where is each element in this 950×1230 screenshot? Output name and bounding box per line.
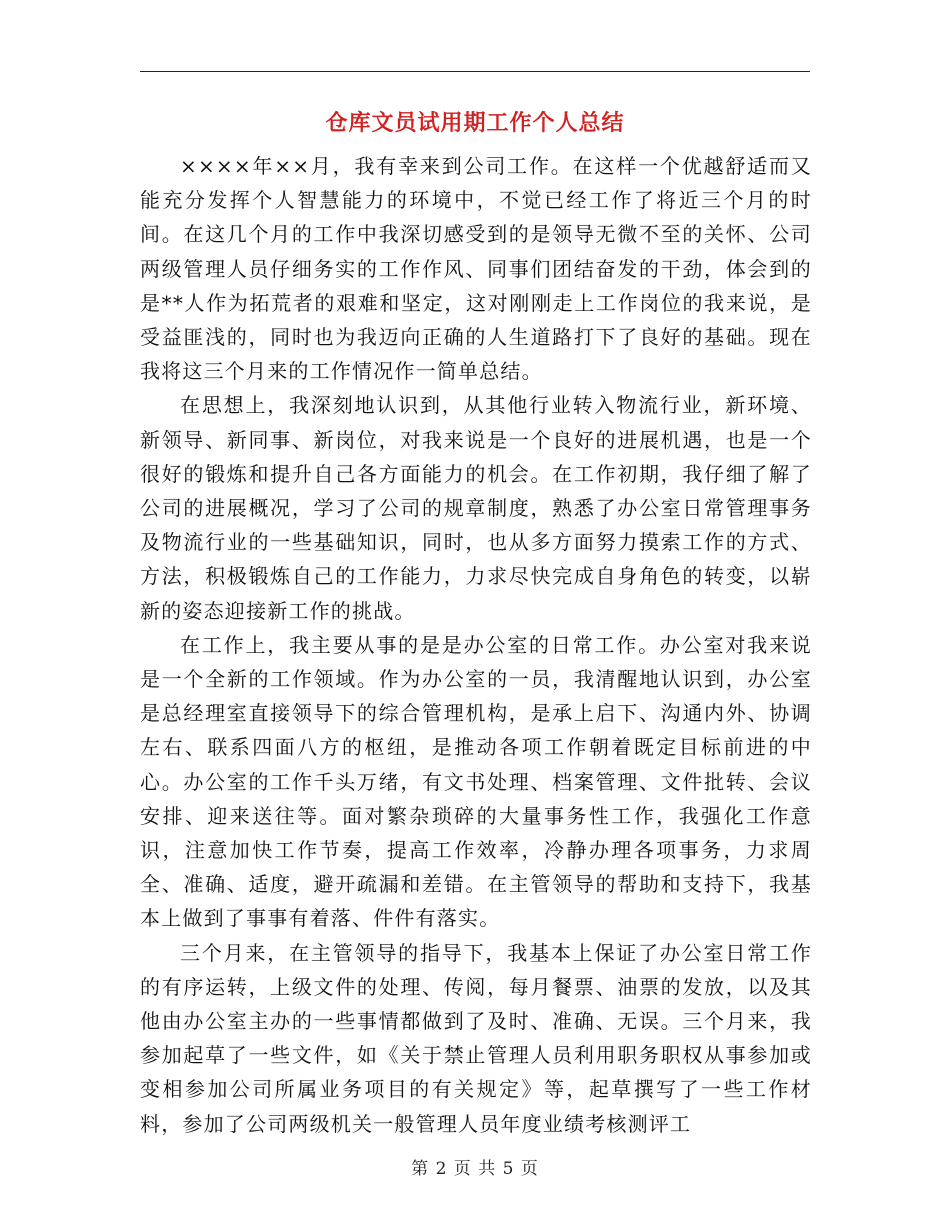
body-paragraph: 在工作上，我主要从事的是是办公室的日常工作。办公室对我来说是一个全新的工作领域。作为办公室的一员，我清醒地认识到，办公室是总经理室直接领导下的综合管理机构，是承上启下、沟通内外、协调左右、联系四面八方的枢纽，是推动各项工作朝着既定目标前进的中心。办公室的工作千头万绪，有文书处理、档案管理、文件批转、会议安排、迎来送往等。面对繁杂琐碎的大量事务性工作，我强化工作意识，注意加快工作节奏，提高工作效率，冷静办理各项事务，力求周全、准确、适度，避开疏漏和差错。在主管领导的帮助和支持下，我基本上做到了事事有着落、件件有落实。 xyxy=(140,632,812,931)
document-body xyxy=(140,149,812,1141)
header-rule xyxy=(140,71,810,72)
document-title: 仓库文员试用期工作个人总结 xyxy=(325,110,625,136)
body-paragraph: 在思想上，我深刻地认识到，从其他行业转入物流行业，新环境、新领导、新同事、新岗位，对我来说是一个良好的进展机遇，也是一个很好的锻炼和提升自己各方面能力的机会。在工作初期，我仔细了解了公司的进展概况，学习了公司的规章制度，熟悉了办公室日常管理事务及物流行业的一些基础知识，同时，也从多方面努力摸索工作的方式、方法，积极锻炼自己的工作能力，力求尽快完成自身角色的转变，以崭新的姿态迎接新工作的挑战。 xyxy=(140,393,812,623)
page-number-footer: 第 2 页 共 5 页 xyxy=(411,1159,539,1179)
body-paragraph: 三个月来，在主管领导的指导下，我基本上保证了办公室日常工作的有序运转，上级文件的处理、传阅，每月餐票、油票的发放，以及其他由办公室主办的一些事情都做到了及时、准确、无误。三个月来，我参加起草了一些文件，如《关于禁止管理人员利用职务职权从事参加或变相参加公司所属业务项目的有关规定》等，起草撰写了一些工作材料，参加了公司两级机关一般管理人员年度业绩考核测评工 xyxy=(140,940,812,1136)
body-paragraph: ××××年××月，我有幸来到公司工作。在这样一个优越舒适而又能充分发挥个人智慧能力的环境中，不觉已经工作了将近三个月的时间。在这几个月的工作中我深切感受到的是领导无微不至的关怀、公司两级管理人员仔细务实的工作作风、同事们团结奋发的干劲，体会到的是**人作为拓荒者的艰难和坚定，这对刚刚走上工作岗位的我来说，是受益匪浅的，同时也为我迈向正确的人生道路打下了良好的基础。现在我将这三个月来的工作情况作一简单总结。 xyxy=(140,154,812,384)
